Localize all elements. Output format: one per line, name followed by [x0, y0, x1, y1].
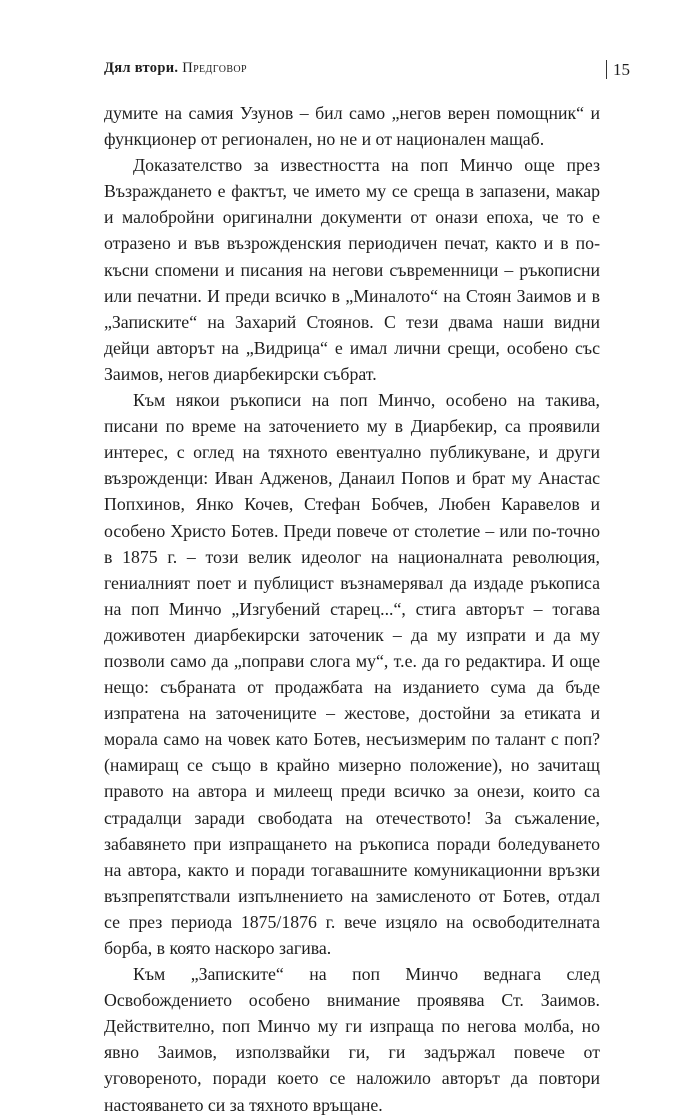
paragraph: Към „Записките“ на поп Минчо веднага след Освобождението особено внимание проявява Ст. Заимов. Действително, поп Минчо му ги изпраща по негова молба, но явно Заимов, използвайки ги, ги задържал повече от уговореното, поради което се наложило авторът да повтори настояването си за тяхното връщане. [104, 964, 600, 1115]
section-subtitle: Предговор [182, 60, 247, 76]
running-header [104, 60, 630, 84]
paragraph: думите на самия Узунов – бил само „негов верен помощник“ и функционер от регионален, но не и от национален мащаб. [104, 103, 600, 150]
paragraph: Доказателство за известността на поп Минчо още през Възраждането е фактът, че името му се среща в запазени, макар и малобройни оригинални документи от онази епоха, че то е отразено и във възрожденския периодичен печат, както и в по-късни спомени и писания на негови съвременници – ръкописни или печатни. И преди всичко в „Миналото“ на Стоян Заимов и в „Записките“ на Захарий Стоянов. С тези двама наши видни дейци авторът на „Видрица“ е имал лични срещи, особено със Заимов, негов диарбекирски събрат. [104, 155, 600, 384]
header-divider [606, 60, 607, 79]
section-title [104, 60, 247, 77]
paragraph: Към някои ръкописи на поп Минчо, особено на такива, писани по време на заточението му в Диарбекир, са проявили интерес, с оглед на тяхното евентуално публикуване, и други възрожденци: Иван Адженов, Данаил Попов и брат му Анастас Попхинов, Янко Кочев, Стефан Бобчев, Любен Каравелов и особено Христо Ботев. Преди повече от столетие – или по-точно в 1875 г. – този велик идеолог на националната революция, гениалният поет и публицист възнамерявал да издаде ръкописа на поп Минчо „Изгубений старец...“, стига авторът – тогава доживотен диарбекирски заточеник – да му изпрати и да му позволи само да „поправи слога му“, т.е. да го редактира. И още нещо: събраната от продажбата на изданието сума да бъде изпратена на заточениците – жестове, достойни за етиката и морала само на човек като Ботев, несъизмерим по талант с поп? (намиращ се също в крайно мизерно положение), но зачитащ правото на автора и милеещ преди всичко за онези, които са страдалци заради свободата на отечеството! За съжаление, забавянето при изпращането на ръкописа поради боледуването на автора, както и поради тогавашните комуникационни връзки възпрепятствали изпълнението на замисленото от Ботев, отдал се през периода 1875/1876 г. вече изцяло на освободителната борба, в която наскоро загива. [104, 390, 600, 958]
page-number: 15 [613, 60, 630, 79]
section-part: Дял втори. [104, 60, 179, 76]
body-text [104, 100, 600, 1118]
